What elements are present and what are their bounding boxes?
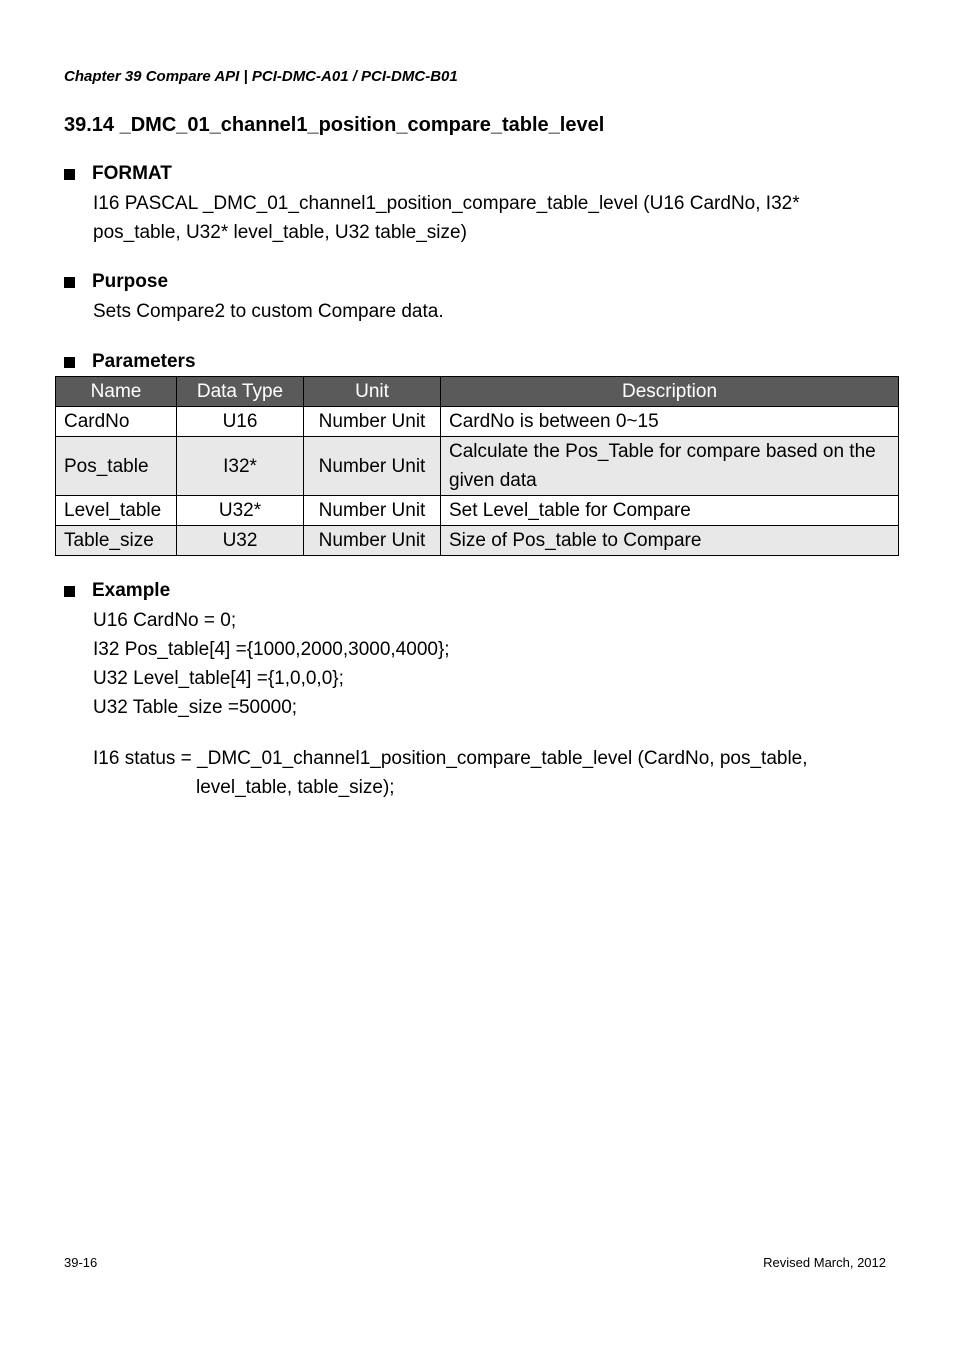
- table-row: [56, 526, 899, 556]
- purpose-line: Sets Compare2 to custom Compare data.: [93, 301, 444, 322]
- param-type-cell: I32*: [177, 437, 304, 496]
- param-unit-cell: Number Unit: [304, 526, 441, 556]
- param-description-cell: CardNo is between 0~15: [441, 407, 899, 437]
- param-type-cell: U32*: [177, 496, 304, 526]
- running-header: Chapter 39 Compare API | PCI-DMC-A01 / PCI-DMC-B01: [64, 68, 458, 85]
- parameters-heading: [64, 350, 914, 374]
- param-description-cell: Calculate the Pos_Table for compare based on the given data: [441, 437, 899, 496]
- param-unit-cell: Number Unit: [304, 407, 441, 437]
- square-bullet-icon: [64, 357, 75, 368]
- format-line: I16 PASCAL _DMC_01_channel1_position_compare_table_level (U16 CardNo, I32*: [93, 193, 800, 214]
- revision-date: Revised March, 2012: [763, 1255, 886, 1270]
- param-description-cell: Size of Pos_table to Compare: [441, 526, 899, 556]
- purpose-heading-label: Purpose: [92, 271, 169, 292]
- section-title: 39.14 _DMC_01_channel1_position_compare_table_level: [64, 114, 605, 136]
- square-bullet-icon: [64, 169, 75, 180]
- table-row: [56, 407, 899, 437]
- table-row: [56, 437, 899, 496]
- parameters-section: [64, 350, 914, 374]
- example-section: [64, 579, 914, 802]
- code-line: level_table, table_size);: [196, 777, 395, 798]
- code-line: U32 Level_table[4] ={1,0,0,0};: [93, 668, 344, 689]
- param-unit-cell: Number Unit: [304, 496, 441, 526]
- example-code: [93, 606, 914, 802]
- parameters-table: [55, 376, 899, 556]
- format-section: [64, 162, 914, 247]
- page-number: 39-16: [64, 1255, 98, 1270]
- code-line: I16 status = _DMC_01_channel1_position_compare_table_level (CardNo, pos_table,: [93, 748, 808, 769]
- table-row: [56, 496, 899, 526]
- code-line: I32 Pos_table[4] ={1000,2000,3000,4000};: [93, 639, 450, 660]
- column-header-description: Description: [441, 377, 899, 407]
- format-heading: [64, 162, 914, 186]
- purpose-heading: [64, 270, 914, 294]
- column-header-unit: Unit: [304, 377, 441, 407]
- code-line: U16 CardNo = 0;: [93, 610, 237, 631]
- square-bullet-icon: [64, 586, 75, 597]
- param-name-cell: Level_table: [56, 496, 177, 526]
- code-line: U32 Table_size =50000;: [93, 697, 298, 718]
- param-name-cell: Pos_table: [56, 437, 177, 496]
- param-name-cell: Table_size: [56, 526, 177, 556]
- format-line: pos_table, U32* level_table, U32 table_size): [93, 222, 467, 243]
- param-type-cell: U32: [177, 526, 304, 556]
- example-heading: [64, 579, 914, 603]
- purpose-section: [64, 270, 914, 326]
- parameters-heading-label: Parameters: [92, 351, 196, 372]
- example-heading-label: Example: [92, 580, 171, 601]
- param-description-cell: Set Level_table for Compare: [441, 496, 899, 526]
- format-signature: [93, 189, 914, 247]
- purpose-text: [93, 297, 914, 326]
- table-header-row: [56, 377, 899, 407]
- param-type-cell: U16: [177, 407, 304, 437]
- column-header-data-type: Data Type: [177, 377, 304, 407]
- square-bullet-icon: [64, 277, 75, 288]
- format-heading-label: FORMAT: [92, 163, 172, 184]
- param-name-cell: CardNo: [56, 407, 177, 437]
- column-header-name: Name: [56, 377, 177, 407]
- param-unit-cell: Number Unit: [304, 437, 441, 496]
